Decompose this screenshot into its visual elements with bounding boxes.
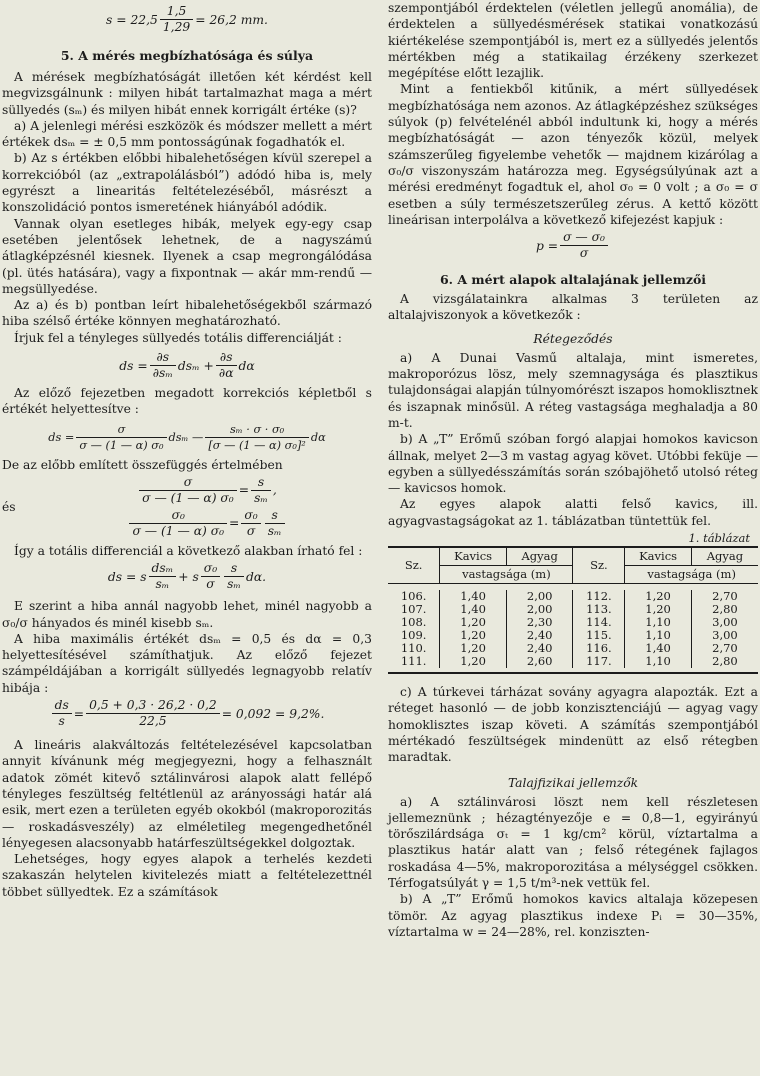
table-cell: 2,00 xyxy=(506,590,573,603)
table-cell: 1,10 xyxy=(625,616,692,629)
table-row xyxy=(388,655,758,668)
equation-weight: p = $\frac{\text{σ — σ₀}}{\sigma}$ xyxy=(388,230,758,261)
table-cell: 1,20 xyxy=(625,590,692,603)
table-cell: 2,80 xyxy=(691,603,758,616)
table-cell: 113. xyxy=(573,603,625,616)
table-cell: 108. xyxy=(400,615,427,630)
table-cell: 2,40 xyxy=(506,642,573,655)
paragraph: szempontjából érdektelen (véletlen jellegű anomália), de érdektelen a süllyedésmérések statikai vonatkozású kiértékelése szempontjából is, mert ez a süllyedés jelentős mértékben még a statikailag érzékeny szerkezet megépítése előtt lezajlik. xyxy=(388,1,758,81)
table-row xyxy=(388,629,758,642)
equation-relative-error: $\frac{ds}{s}$ = $\frac{0,5 + 0,3 \cdot 26,2 \cdot 0,2}{22,5}$ = 0,092 = 9,2%. xyxy=(2,698,372,729)
paragraph: A vizsgálatainkra alkalmas 3 területen az altalajviszonyok a következők : xyxy=(388,292,758,323)
table-cell: 1,20 xyxy=(625,603,692,616)
data-table xyxy=(388,546,758,668)
paragraph: De az előbb említett összefüggés értelmében xyxy=(2,457,283,472)
eq-fraction: $\frac{1,5}{1,29}$ xyxy=(160,4,193,35)
subsection-title: Rétegeződés xyxy=(533,331,613,346)
paragraph: A hiba maximális értékét dsₘ = 0,5 és dα = 0,3 helyettesítésével számíthatjuk. Az előző fejezet számpéldájában a korrigált süllyedés legnagyobb relatív hibája : xyxy=(2,631,372,695)
table-cell: 107. xyxy=(400,602,427,617)
paragraph: Mint a fentiekből kitűnik, a mért süllyedések megbízhatósága nem azonos. Az átlagképzéshez szükséges súlyok (p) felvételénél abból indultunk ki, hogy a mérés megbízhatóságát — azon tényezők közül, melyek számszerűleg figyelembe vehetők — majdnem kizárólag a σ₀/σ viszonyszám határozza meg. Egységsúlyúnak azt a mérési eredményt fogadtuk el, ahol σ₀ = 0 volt ; a σ₀ = σ esetben a súly természetszerűleg zérus. A kettő között lineárisan interpolálva a következő kifejezést kapjuk : xyxy=(388,82,758,227)
header-agyag: Agyag xyxy=(691,547,758,566)
paragraph: E szerint a hiba annál nagyobb lehet, minél nagyobb a σ₀/σ hányados és minél kisebb sₘ. xyxy=(2,599,372,630)
table-cell: 106. xyxy=(400,589,427,604)
table-caption: 1. táblázat xyxy=(688,531,750,546)
paragraph: A lineáris alakváltozás feltételezésével kapcsolatban annyit kívánunk még megjegyezni, hogy a felhasznált adatok zömét kitevő sztálinvárosi alapok alatt fellépő tényleges feszültség feltétlenül az arányossági határ alá esik, mert ezen a területen egyéb okokból (makroporozitás — roskadásveszély) az elméletileg megengedhetőnél lényegesen alacsonyabb határfeszültségekkel dolgoztak. xyxy=(2,738,372,850)
table-cell: 1,40 xyxy=(440,590,507,603)
paragraph: A mérések megbízhatóságát illetően két kérdést kell megvizsgálnunk : milyen hibát tartalmazhat maga a mért süllyedés (sₘ) és milyen hibát ennek korrigált értéke (s)? xyxy=(2,70,372,117)
table-cell: 3,00 xyxy=(691,616,758,629)
equation-substituted: ds = $\frac{\sigma}{\text{σ — (1 — α) σ₀}}$ dsₘ — $\frac{\text{sₘ · σ · σ₀}}{\text{[σ — (1 — α) σ₀]²}}$ dα xyxy=(48,422,326,452)
table-row xyxy=(388,603,758,616)
table-cell: 2,70 xyxy=(691,590,758,603)
table-cell: 109. xyxy=(400,628,427,643)
header-kavics: Kavics xyxy=(440,547,507,566)
table-row xyxy=(388,616,758,629)
header-sz: Sz. xyxy=(573,547,625,584)
eq-rhs: = 26,2 mm. xyxy=(195,12,268,27)
table-cell: 1,10 xyxy=(625,655,692,668)
table-cell: 2,80 xyxy=(691,655,758,668)
table-cell: 110. xyxy=(400,641,427,656)
equation-relations: és $\frac{\sigma}{\text{σ — (1 — α) σ₀}}$ = $\frac{s}{\text{sₘ}}$ , $\frac{\text{σ₀}}{\text{σ — (1 — α) σ₀}}$ = $\frac{\text{σ₀}}{\sigma}$ $\frac{s}{\text{sₘ}}$ xyxy=(2,475,372,539)
table-cell: 112. xyxy=(573,590,625,603)
table-cell: 1,20 xyxy=(440,629,507,642)
table-cell: 1,20 xyxy=(440,655,507,668)
section-6-title: 6. A mért alapok altalajának jellemzői xyxy=(439,272,707,288)
paragraph: a) A Dunai Vasmű altalaja, mint ismeretes, makroporózus lösz, mely szemnagysága és plasztikus tulajdonságai alapján túlnyomórészt iszapos homoklisztnek és iszapnak minősül. A réteg vastagsága meghaladja a 80 m-t. xyxy=(388,350,758,430)
table-cell: 1,20 xyxy=(440,616,507,629)
equation-total-differential: ds = $\frac{\partial s}{\text{∂sₘ}}$ dsₘ + $\frac{\partial s}{\partial\alpha}$ dα xyxy=(119,350,255,381)
table-cell: 2,00 xyxy=(506,603,573,616)
header-sz: Sz. xyxy=(388,547,440,584)
table-cell: 1,40 xyxy=(440,603,507,616)
header-thickness: vastagsága (m) xyxy=(440,566,573,584)
table-cell: 116. xyxy=(573,642,625,655)
left-column xyxy=(2,0,372,900)
table-cell: 1,40 xyxy=(625,642,692,655)
paragraph: Így a totális differenciál a következő alakban írható fel : xyxy=(14,543,363,558)
paragraph: a) A jelenlegi mérési eszközök és módszer mellett a mért értékek dsₘ = ± 0,5 mm pontosságúnak fogadhatók el. xyxy=(2,118,372,150)
paragraph: b) A „T” Erőmű szóban forgó alapjai homokos kavicson állnak, melyet 2—3 m vastag agyag követ. Utóbbi feküje — egyben a süllyedésszámítás során szóbajöhető utolsó réteg — kavicsos homok. xyxy=(388,432,758,496)
table-row xyxy=(388,642,758,655)
table-cell: 2,40 xyxy=(506,629,573,642)
table-cell: 2,70 xyxy=(691,642,758,655)
table-cell: 117. xyxy=(573,655,625,668)
equation-differential-form: ds = s $\frac{\text{dsₘ}}{\text{sₘ}}$ + s $\frac{\text{σ₀}}{\sigma}$ $\frac{s}{\text{sₘ}}$ dα. xyxy=(107,561,267,592)
paragraph: Az a) és b) pontban leírt hibalehetőségekből származó hiba szélső értéke könnyen meghatározható. xyxy=(2,298,372,329)
table-cell: 115. xyxy=(573,629,625,642)
subsection-title: Talajfizikai jellemzők xyxy=(507,775,639,790)
table-row xyxy=(388,590,758,603)
paragraph: Vannak olyan esetleges hibák, melyek egy-egy csap esetében jelentősek lehetnek, de a nagyszámú átlagképzésnél kiesnek. Ilyenek a csap megrongálódása (pl. ütés hatására), vagy a fixpontnak — akár mm-rendű — megsüllyedése. xyxy=(2,216,372,296)
paragraph: a) A sztálinvárosi löszt nem kell részletesen jellemeznünk ; hézagtényezője e = 0,8—1, egyirányú törőszilárdsága σₜ = 1 kg/cm² körül, víztartalma a plasztikus határ alatt van ; felső rétegének fajlagos roskadása 4—5%, makroporozitása a mélységgel csökken. Térfogatsúlyát γ = 1,5 t/m³-nek vettük fel. xyxy=(388,794,758,890)
header-agyag: Agyag xyxy=(506,547,573,566)
table-cell: 2,60 xyxy=(506,655,573,668)
table-cell: 111. xyxy=(400,654,427,669)
paragraph: c) A túrkevei tárházat sovány agyagra alapozták. Ezt a réteget hasonló — de jobb konzisztenciájú — agyag vagy homoklisztes iszap követi. A számítás szempontjából mértékadó feszültségek mindenütt az első rétegben maradtak. xyxy=(388,685,758,765)
paragraph: Az előző fejezetben megadott korrekciós képletből s értékét helyettesítve : xyxy=(2,386,372,417)
header-kavics: Kavics xyxy=(625,547,692,566)
paragraph: Lehetséges, hogy egyes alapok a terhelés kezdeti szakaszán helytelen kivitelezés miatt a feltételezettnél többet süllyedtek. Ez a számítások xyxy=(2,852,372,899)
section-5-title: 5. A mérés megbízhatósága és súlya xyxy=(60,48,314,63)
equation-s-value xyxy=(2,4,372,35)
paragraph: b) Az s értékben előbbi hibalehetőségen kívül szerepel a korrekcióból (az „extrapolálásból”) adódó hiba is, mely egyrészt a linearitás feltételezéséből, másrészt a konszolidáció pontos ismeretének hiányából adódik. xyxy=(2,151,372,215)
right-column xyxy=(388,0,758,940)
paragraph: b) A „T” Erőmű homokos kavics altalaja közepesen tömör. Az agyag plasztikus indexe Pᵢ = 30—35%, víztartalma w = 24—28%, rel. konziszten- xyxy=(388,892,758,939)
paragraph: Írjuk fel a tényleges süllyedés totális differenciálját : xyxy=(14,330,342,345)
paragraph: Az egyes alapok alatti felső kavics, ill. agyagvastagságokat az 1. táblázatban tüntettük fel. xyxy=(388,497,758,528)
header-thickness: vastagsága (m) xyxy=(625,566,758,584)
table-cell: 1,20 xyxy=(440,642,507,655)
table-cell: 1,10 xyxy=(625,629,692,642)
table-cell: 114. xyxy=(573,616,625,629)
table-cell: 2,30 xyxy=(506,616,573,629)
eq-lhs: s = 22,5 xyxy=(106,12,158,27)
table-cell: 3,00 xyxy=(691,629,758,642)
